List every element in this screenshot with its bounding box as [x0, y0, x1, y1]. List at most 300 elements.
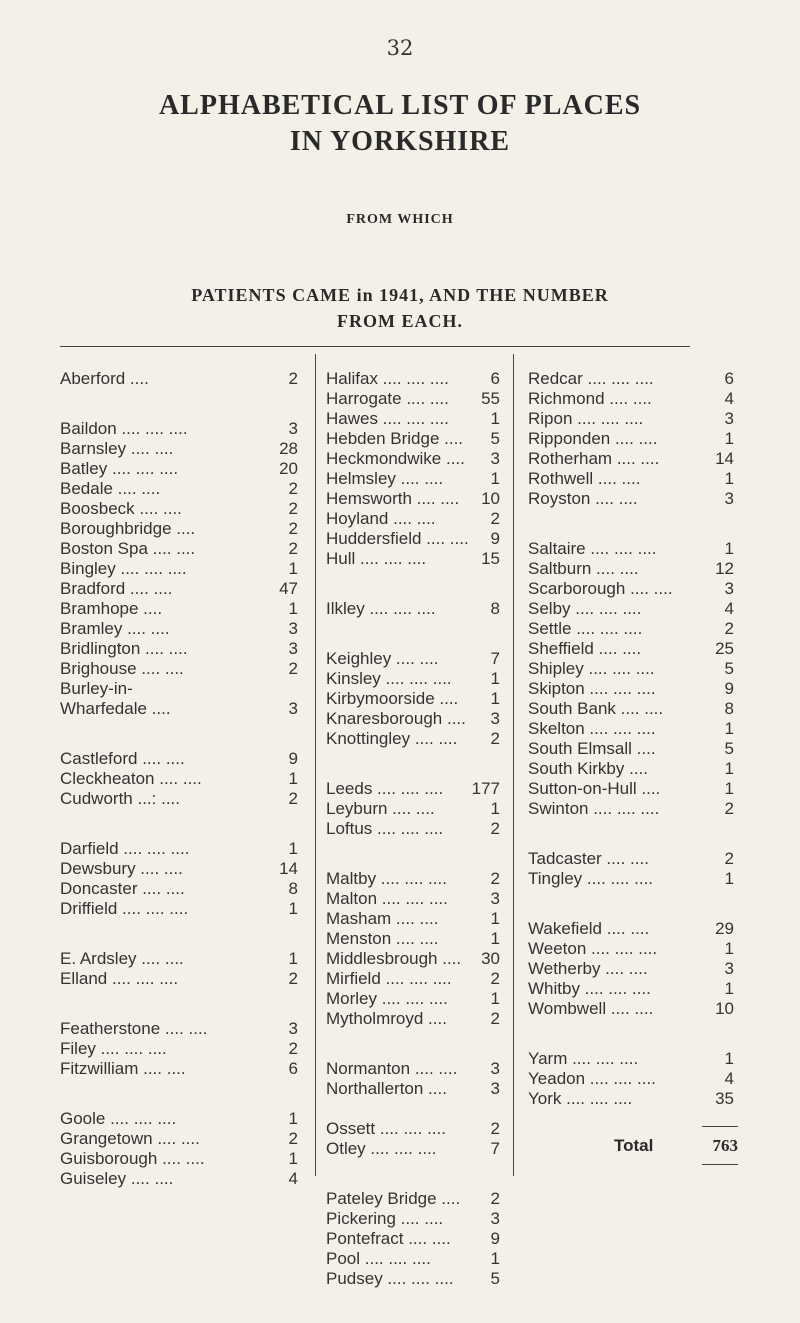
list-item — [528, 368, 734, 390]
list-item — [60, 698, 298, 720]
patient-count: 1 — [490, 669, 500, 688]
place-name: Sutton-on-Hull .... — [528, 779, 661, 798]
list-item — [326, 448, 500, 470]
patient-count: 25 — [715, 639, 734, 658]
column-divider-2 — [513, 354, 514, 1176]
title-line-2: IN YORKSHIRE — [289, 126, 511, 157]
list-item — [326, 1248, 500, 1270]
list-item — [326, 818, 500, 840]
list-item — [326, 908, 500, 930]
patient-count: 1 — [490, 409, 500, 428]
patient-count: 1 — [288, 899, 298, 918]
place-name: Keighley .... .... — [326, 649, 439, 668]
place-name: Bramley .... .... — [60, 619, 170, 638]
list-item — [326, 548, 500, 570]
list-item — [528, 798, 734, 820]
list-item — [326, 428, 500, 450]
place-name: Leeds .... .... .... — [326, 779, 444, 798]
patient-count: 2 — [288, 499, 298, 518]
place-name: Bridlington .... .... — [60, 639, 188, 658]
patient-count: 1 — [288, 839, 298, 858]
place-name: Baildon .... .... .... — [60, 419, 188, 438]
list-item — [60, 948, 298, 970]
list-item — [528, 468, 734, 490]
patient-count: 3 — [490, 1059, 500, 1078]
place-name: Yarm .... .... .... — [528, 1049, 639, 1068]
list-item — [60, 418, 298, 440]
patient-count: 2 — [490, 1009, 500, 1028]
patient-count: 4 — [724, 599, 734, 618]
patient-count: 3 — [490, 449, 500, 468]
total-value: 763 — [712, 1136, 738, 1155]
patient-count: 1 — [724, 869, 734, 888]
place-name: Cudworth ...: .... — [60, 789, 180, 808]
patient-count: 6 — [490, 369, 500, 388]
patient-count: 2 — [724, 799, 734, 818]
column-divider-1 — [315, 354, 316, 1176]
patient-count: 3 — [490, 1209, 500, 1228]
place-name: Hoyland .... .... — [326, 509, 436, 528]
place-name: Hemsworth .... .... — [326, 489, 460, 508]
list-item — [326, 1078, 500, 1100]
place-name: Wharfedale .... — [60, 699, 171, 718]
list-item — [326, 688, 500, 710]
list-item — [60, 1108, 298, 1130]
place-name: Wombwell .... .... — [528, 999, 654, 1018]
list-item — [60, 878, 298, 900]
patient-count: 9 — [288, 749, 298, 768]
patient-count: 2 — [490, 969, 500, 988]
patient-count: 2 — [288, 1129, 298, 1148]
place-name: Pateley Bridge .... — [326, 1189, 461, 1208]
patient-count: 1 — [288, 769, 298, 788]
patient-count: 35 — [715, 1089, 734, 1108]
patient-count: 6 — [724, 369, 734, 388]
place-name: Bradford .... .... — [60, 579, 173, 598]
patient-count: 14 — [279, 859, 298, 878]
patient-count: 3 — [288, 639, 298, 658]
place-name: Ilkley .... .... .... — [326, 599, 436, 618]
place-name: Bingley .... .... .... — [60, 559, 187, 578]
place-name: York .... .... .... — [528, 1089, 633, 1108]
list-item — [528, 428, 734, 450]
list-item — [60, 498, 298, 520]
patient-count: 6 — [288, 1059, 298, 1078]
place-name: Boosbeck .... .... — [60, 499, 182, 518]
patient-count: 3 — [724, 489, 734, 508]
place-name: Masham .... .... — [326, 909, 439, 928]
patient-count: 47 — [279, 579, 298, 598]
list-item — [326, 648, 500, 670]
place-name: Doncaster .... .... — [60, 879, 185, 898]
list-item — [60, 768, 298, 790]
patient-count: 2 — [288, 369, 298, 388]
place-name: Malton .... .... .... — [326, 889, 448, 908]
patient-count: 2 — [490, 1119, 500, 1138]
patient-count: 1 — [490, 989, 500, 1008]
list-item — [326, 888, 500, 910]
subtitle-line-2: FROM EACH. — [337, 311, 463, 331]
list-item — [528, 718, 734, 740]
list-item — [528, 598, 734, 620]
place-name: Fitzwilliam .... .... — [60, 1059, 186, 1078]
patient-count: 4 — [724, 389, 734, 408]
patient-count: 29 — [715, 919, 734, 938]
list-item — [60, 658, 298, 680]
list-item — [326, 868, 500, 890]
list-item — [60, 438, 298, 460]
patient-count: 3 — [288, 1019, 298, 1038]
list-item — [60, 638, 298, 660]
patient-count: 1 — [288, 1149, 298, 1168]
patient-count: 10 — [481, 489, 500, 508]
place-name: Otley .... .... .... — [326, 1139, 437, 1158]
list-item — [326, 988, 500, 1010]
patient-count: 2 — [288, 519, 298, 538]
place-name: Selby .... .... .... — [528, 599, 642, 618]
list-item — [528, 488, 734, 510]
patient-count: 3 — [288, 619, 298, 638]
patient-count: 55 — [481, 389, 500, 408]
place-name: Driffield .... .... .... — [60, 899, 189, 918]
place-name: Sheffield .... .... — [528, 639, 642, 658]
patient-count: 1 — [490, 909, 500, 928]
list-item — [528, 738, 734, 760]
place-name: Richmond .... .... — [528, 389, 652, 408]
place-name: Middlesbrough .... — [326, 949, 462, 968]
place-name: Harrogate .... .... — [326, 389, 449, 408]
list-item — [528, 408, 734, 430]
list-item — [60, 1058, 298, 1080]
list-item — [326, 488, 500, 510]
list-item — [528, 388, 734, 410]
place-name: Maltby .... .... .... — [326, 869, 447, 888]
place-name: Skelton .... .... .... — [528, 719, 656, 738]
place-name: Burley-in- — [60, 679, 133, 698]
list-item — [326, 948, 500, 970]
place-name: Weeton .... .... .... — [528, 939, 658, 958]
subtitle-line-1: PATIENTS CAME in 1941, AND THE NUMBER — [191, 285, 609, 305]
place-name: Pool .... .... .... — [326, 1249, 431, 1268]
patient-count: 1 — [490, 799, 500, 818]
place-name: Huddersfield .... .... — [326, 529, 469, 548]
patient-count: 9 — [724, 679, 734, 698]
title-line-1: ALPHABETICAL LIST OF PLACES — [158, 90, 642, 121]
place-name: Redcar .... .... .... — [528, 369, 654, 388]
list-item — [528, 958, 734, 980]
place-name: E. Ardsley .... .... — [60, 949, 184, 968]
patient-count: 1 — [288, 559, 298, 578]
list-item — [60, 678, 298, 700]
list-item — [528, 658, 734, 680]
list-item — [326, 1228, 500, 1250]
list-item — [60, 858, 298, 880]
patient-count: 8 — [724, 699, 734, 718]
list-item — [326, 528, 500, 550]
patient-count: 1 — [724, 979, 734, 998]
patient-count: 2 — [288, 789, 298, 808]
patient-count: 1 — [724, 779, 734, 798]
place-name: Leyburn .... .... — [326, 799, 435, 818]
patient-count: 3 — [288, 699, 298, 718]
list-item — [528, 998, 734, 1020]
list-item — [528, 698, 734, 720]
list-item — [528, 1088, 734, 1110]
list-item — [528, 1068, 734, 1090]
place-name: Ripon .... .... .... — [528, 409, 644, 428]
list-item — [326, 928, 500, 950]
patient-count: 8 — [490, 599, 500, 618]
list-item — [60, 538, 298, 560]
place-name: Goole .... .... .... — [60, 1109, 177, 1128]
list-item — [326, 968, 500, 990]
place-name: Swinton .... .... .... — [528, 799, 660, 818]
patient-count: 7 — [490, 649, 500, 668]
list-item — [326, 508, 500, 530]
place-name: Kirbymoorside .... — [326, 689, 459, 708]
patient-count: 177 — [471, 779, 500, 798]
patient-count: 1 — [490, 469, 500, 488]
patient-count: 1 — [724, 759, 734, 778]
list-item — [528, 558, 734, 580]
patient-count: 2 — [288, 969, 298, 988]
list-item — [60, 598, 298, 620]
list-item — [60, 1018, 298, 1040]
patient-count: 1 — [490, 929, 500, 948]
place-name: Bramhope .... — [60, 599, 163, 618]
place-name: Dewsbury .... .... — [60, 859, 183, 878]
place-name: Northallerton .... — [326, 1079, 447, 1098]
place-name: Halifax .... .... .... — [326, 369, 449, 388]
place-name: Helmsley .... .... — [326, 469, 444, 488]
patient-count: 1 — [724, 539, 734, 558]
list-item — [60, 788, 298, 810]
place-name: South Elmsall .... — [528, 739, 656, 758]
patient-count: 12 — [715, 559, 734, 578]
place-name: Cleckheaton .... .... — [60, 769, 202, 788]
list-item — [60, 518, 298, 540]
place-name: Mytholmroyd .... — [326, 1009, 447, 1028]
list-item — [326, 368, 500, 390]
place-name: Shipley .... .... .... — [528, 659, 655, 678]
patient-count: 2 — [288, 659, 298, 678]
place-name: Loftus .... .... .... — [326, 819, 444, 838]
list-item — [528, 618, 734, 640]
patient-count: 3 — [724, 409, 734, 428]
place-name: Pudsey .... .... .... — [326, 1269, 454, 1288]
subtitle — [0, 282, 800, 334]
patient-count: 1 — [490, 1249, 500, 1268]
place-name: Featherstone .... .... — [60, 1019, 208, 1038]
place-name: Tingley .... .... .... — [528, 869, 654, 888]
list-item — [326, 1188, 500, 1210]
patient-count: 1 — [724, 719, 734, 738]
list-item — [60, 478, 298, 500]
from-which-caption: FROM WHICH — [346, 212, 454, 227]
patient-count: 3 — [288, 419, 298, 438]
place-name: Brighouse .... .... — [60, 659, 184, 678]
list-item — [60, 558, 298, 580]
place-name: Pontefract .... .... — [326, 1229, 451, 1248]
place-name: Barnsley .... .... — [60, 439, 174, 458]
place-name: Tadcaster .... .... — [528, 849, 649, 868]
place-name: Hawes .... .... .... — [326, 409, 449, 428]
place-name: Rothwell .... .... — [528, 469, 641, 488]
patient-count: 4 — [724, 1069, 734, 1088]
list-item — [326, 708, 500, 730]
place-name: Knottingley .... .... — [326, 729, 458, 748]
patient-count: 30 — [481, 949, 500, 968]
patient-count: 5 — [724, 739, 734, 758]
list-item — [528, 678, 734, 700]
total-rule-bottom — [702, 1164, 738, 1165]
place-name: Scarborough .... .... — [528, 579, 673, 598]
list-item — [326, 1208, 500, 1230]
list-item — [528, 918, 734, 940]
page-title — [0, 88, 800, 160]
list-item — [60, 748, 298, 770]
patient-count: 3 — [724, 579, 734, 598]
list-item — [528, 638, 734, 660]
patient-count: 2 — [288, 479, 298, 498]
list-item — [60, 968, 298, 990]
place-name: Menston .... .... — [326, 929, 439, 948]
place-name: Boroughbridge .... — [60, 519, 196, 538]
place-name: Guisborough .... .... — [60, 1149, 205, 1168]
place-name: Ossett .... .... .... — [326, 1119, 446, 1138]
list-item — [326, 778, 500, 800]
patient-count: 1 — [724, 939, 734, 958]
patient-count: 1 — [724, 469, 734, 488]
patient-count: 2 — [724, 849, 734, 868]
list-item — [60, 368, 298, 390]
list-item — [326, 1118, 500, 1140]
list-item — [528, 448, 734, 470]
place-name: Elland .... .... .... — [60, 969, 179, 988]
patient-count: 1 — [724, 429, 734, 448]
patient-count: 2 — [490, 509, 500, 528]
patient-count: 1 — [288, 599, 298, 618]
patient-count: 5 — [724, 659, 734, 678]
patient-count: 1 — [490, 689, 500, 708]
header-rule — [60, 346, 690, 347]
patient-count: 4 — [288, 1169, 298, 1188]
place-name: Kinsley .... .... .... — [326, 669, 452, 688]
patient-count: 2 — [288, 539, 298, 558]
patient-count: 1 — [288, 949, 298, 968]
list-item — [528, 868, 734, 890]
list-item — [528, 778, 734, 800]
patient-count: 5 — [490, 429, 500, 448]
place-name: Rotherham .... .... — [528, 449, 660, 468]
place-name: Royston .... .... — [528, 489, 638, 508]
place-name: Hebden Bridge .... — [326, 429, 464, 448]
list-item — [326, 468, 500, 490]
list-item — [528, 538, 734, 560]
patient-count: 1 — [288, 1109, 298, 1128]
patient-count: 2 — [490, 729, 500, 748]
list-item — [326, 728, 500, 750]
place-name: Hull .... .... .... — [326, 549, 427, 568]
place-name: Ripponden .... .... — [528, 429, 658, 448]
list-item — [60, 1148, 298, 1170]
place-name: Skipton .... .... .... — [528, 679, 656, 698]
patient-count: 2 — [490, 1189, 500, 1208]
place-name: Darfield .... .... .... — [60, 839, 190, 858]
patient-count: 9 — [490, 1229, 500, 1248]
patient-count: 1 — [724, 1049, 734, 1068]
place-name: Guiseley .... .... — [60, 1169, 174, 1188]
list-item — [528, 1048, 734, 1070]
place-name: Mirfield .... .... .... — [326, 969, 452, 988]
list-item — [326, 1138, 500, 1160]
list-item — [60, 1038, 298, 1060]
patient-count: 20 — [279, 459, 298, 478]
place-name: Boston Spa .... .... — [60, 539, 196, 558]
patient-count: 3 — [490, 889, 500, 908]
patient-count: 15 — [481, 549, 500, 568]
place-name: Pickering .... .... — [326, 1209, 444, 1228]
place-name: Wakefield .... .... — [528, 919, 650, 938]
place-name: Saltaire .... .... .... — [528, 539, 657, 558]
patient-count: 2 — [288, 1039, 298, 1058]
place-name: South Kirkby .... — [528, 759, 648, 778]
patient-count: 2 — [724, 619, 734, 638]
place-name: Castleford .... .... — [60, 749, 185, 768]
total-rule-top — [702, 1126, 738, 1127]
place-name: Heckmondwike .... — [326, 449, 465, 468]
list-item — [528, 938, 734, 960]
list-item — [60, 1128, 298, 1150]
patient-count: 2 — [490, 869, 500, 888]
patient-count: 14 — [715, 449, 734, 468]
patient-count: 3 — [490, 1079, 500, 1098]
patient-count: 2 — [490, 819, 500, 838]
place-name: South Bank .... .... — [528, 699, 664, 718]
patient-count: 5 — [490, 1269, 500, 1288]
patient-count: 8 — [288, 879, 298, 898]
place-name: Normanton .... .... — [326, 1059, 458, 1078]
list-item — [528, 578, 734, 600]
list-item — [326, 1268, 500, 1290]
list-item — [60, 578, 298, 600]
list-item — [60, 898, 298, 920]
place-name: Saltburn .... .... — [528, 559, 639, 578]
list-item — [528, 978, 734, 1000]
place-name: Batley .... .... .... — [60, 459, 179, 478]
place-name: Grangetown .... .... — [60, 1129, 200, 1148]
patient-count: 10 — [715, 999, 734, 1018]
list-item — [326, 408, 500, 430]
place-name: Morley .... .... .... — [326, 989, 448, 1008]
list-item — [60, 618, 298, 640]
patient-count: 3 — [724, 959, 734, 978]
list-item — [60, 458, 298, 480]
total-label: Total — [614, 1136, 654, 1155]
list-item — [60, 1168, 298, 1190]
list-item — [326, 668, 500, 690]
list-item — [528, 848, 734, 870]
place-name: Filey .... .... .... — [60, 1039, 167, 1058]
place-name: Settle .... .... .... — [528, 619, 643, 638]
patient-count: 3 — [490, 709, 500, 728]
patient-count: 7 — [490, 1139, 500, 1158]
place-name: Aberford .... — [60, 369, 149, 388]
list-item — [60, 838, 298, 860]
page-number: 32 — [386, 36, 414, 60]
list-item — [528, 758, 734, 780]
list-item — [326, 798, 500, 820]
